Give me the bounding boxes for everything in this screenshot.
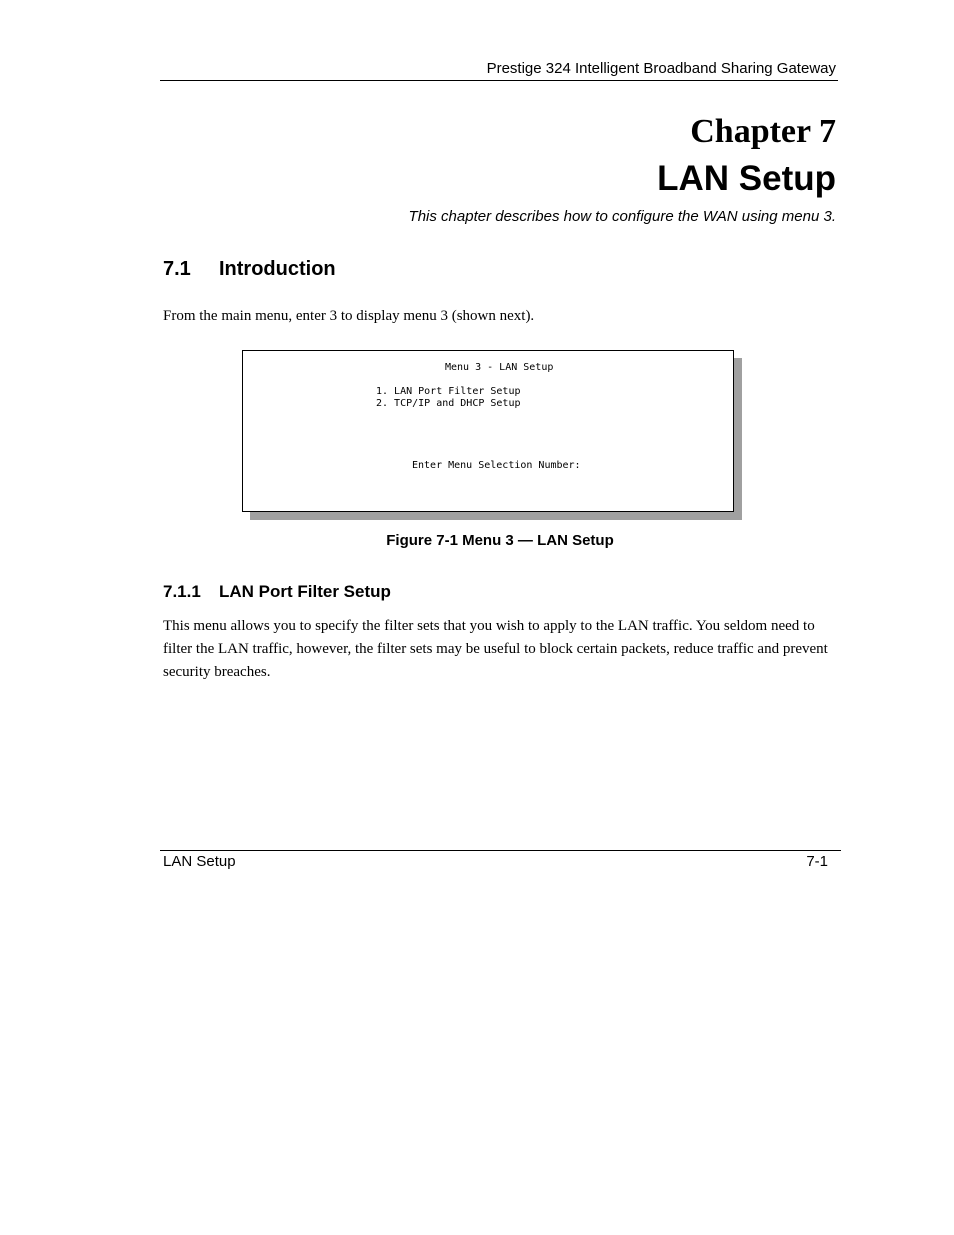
filter-paragraph: This menu allows you to specify the filter sets that you wish to apply to the LAN traffic. You seldom need to filter the LAN traffic, however, the filter sets may be useful to block certain packets, reduce traffic and prevent security breaches. (163, 618, 828, 680)
intro-paragraph: From the main menu, enter 3 to display menu 3 (shown next). (163, 308, 535, 324)
terminal-screen (242, 350, 734, 512)
section-title: Introduction (219, 258, 336, 280)
subsection-title: LAN Port Filter Setup (219, 582, 391, 601)
screen-title: Menu 3 - LAN Setup (445, 362, 554, 373)
chapter-number: Chapter 7 (690, 113, 836, 150)
header-rule (160, 80, 838, 81)
menu-selection-prompt: Enter Menu Selection Number: (412, 460, 581, 471)
figure-caption: Figure 7-1 Menu 3 — LAN Setup (386, 532, 614, 549)
footer-rule (160, 850, 841, 851)
footer-chapter-name: LAN Setup (163, 853, 236, 870)
section-heading-introduction (163, 258, 336, 281)
subsection-heading-lan-port-filter-setup (163, 582, 391, 602)
menu-item-tcpip-dhcp-setup: 2. TCP/IP and DHCP Setup (376, 398, 521, 409)
chapter-intro: This chapter describes how to configure the WAN using menu 3. (408, 208, 836, 225)
subsection-number: 7.1.1 (163, 582, 201, 601)
section-number: 7.1 (163, 258, 191, 280)
chapter-title: LAN Setup (657, 159, 836, 198)
running-header: Prestige 324 Intelligent Broadband Sharing Gateway (486, 60, 836, 77)
footer-page-number: 7-1 (806, 853, 828, 870)
menu-item-lan-port-filter-setup: 1. LAN Port Filter Setup (376, 386, 521, 397)
